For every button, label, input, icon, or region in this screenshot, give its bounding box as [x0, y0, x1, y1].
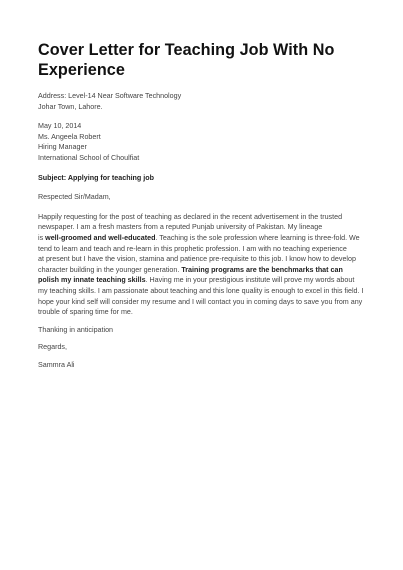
body-line: newspaper. I am a fresh masters from a reputed Punjab university of Pakistan. My lineage [38, 223, 323, 232]
recipient-name: Ms. Angeela Robert [38, 132, 101, 141]
body-line: at present but I have the vision, stamina and patience pre-requisite to this job. I know how to develop [38, 255, 356, 264]
document-title [38, 40, 365, 80]
body-text: . Having me in your prestigious institute will prove my words about [145, 276, 355, 285]
body-paragraph [38, 212, 365, 318]
recipient-school: International School of Choulfiat [38, 153, 140, 162]
recipient-block [38, 121, 365, 163]
letter-date: May 10, 2014 [38, 122, 82, 131]
body-bold-text: well-groomed and well-educated [45, 233, 156, 242]
body-text: is [38, 233, 46, 242]
body-line [38, 265, 365, 276]
sender-address [38, 91, 365, 112]
body-text: character building in the younger generation. [38, 265, 182, 274]
address-line-1: Address: Level-14 Near Software Technology [38, 92, 182, 100]
body-bold-text: polish my innate teaching skills [38, 276, 146, 285]
closing-regards: Regards, [38, 343, 67, 352]
body-line [38, 233, 365, 244]
body-bold-text: Training programs are the benchmarks that can [181, 265, 343, 274]
salutation: Respected Sir/Madam, [38, 193, 111, 202]
body-line: Happily requesting for the post of teaching as declared in the recent advertisement in the trusted [38, 212, 343, 221]
body-line: trouble of sparing time for me. [38, 308, 133, 317]
title-line-2: Experience [38, 61, 125, 79]
body-line [38, 275, 365, 286]
recipient-position: Hiring Manager [38, 143, 87, 152]
body-line: hope your kind self will consider my resume and I will contact you in coming days to save you from any [38, 297, 363, 306]
body-text: . Teaching is the sole profession where learning is three-fold. We [155, 233, 360, 242]
body-line: my teaching skills. I am passionate about teaching and this lone quality is enough to excel in this field. I [38, 286, 364, 295]
body-line: tend to learn and teach and re-learn in this prophetic profession. I am with no teaching experience [38, 244, 347, 253]
closing-thanks: Thanking in anticipation [38, 325, 114, 334]
address-line-2: Johar Town, Lahore. [38, 102, 103, 111]
title-line-1: Cover Letter for Teaching Job With No [38, 41, 335, 59]
subject-line: Subject: Applying for teaching job [38, 173, 154, 182]
signature-name: Sammra Ali [38, 360, 75, 369]
